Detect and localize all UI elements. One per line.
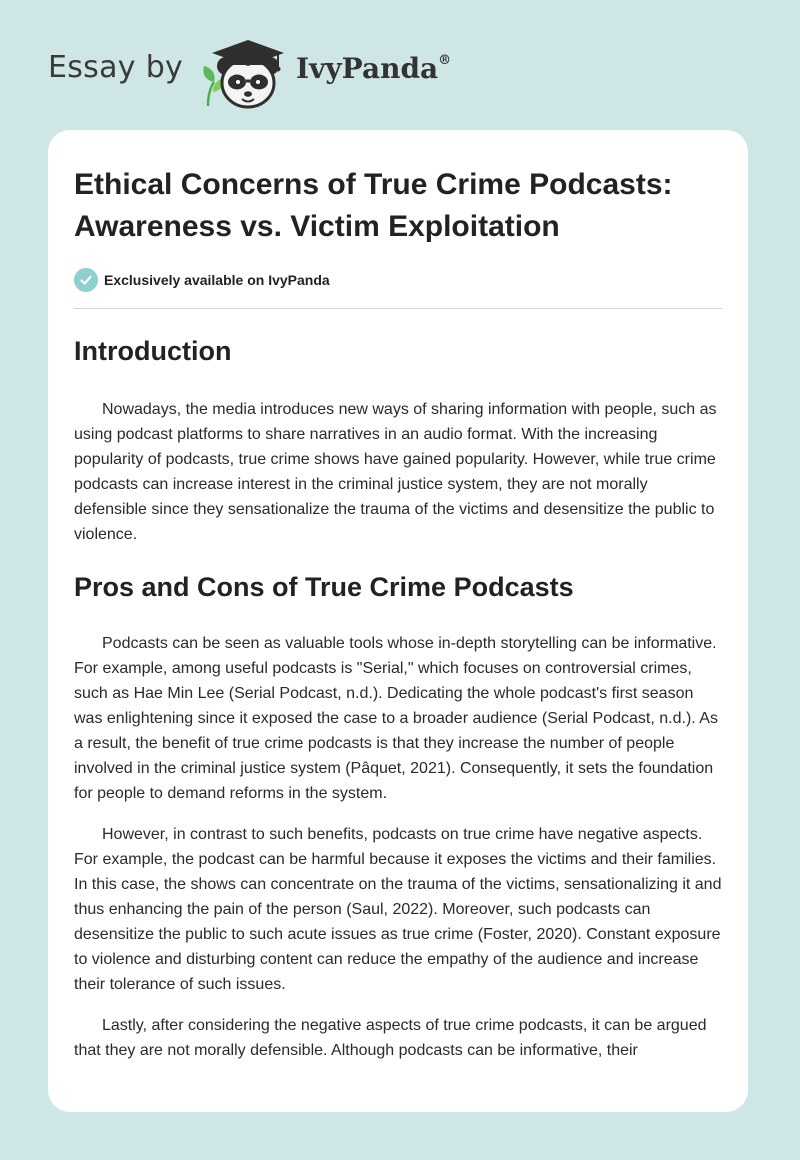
site-header [0,0,800,130]
essay-card [48,130,748,1112]
panda-logo-icon[interactable] [198,36,294,112]
registered-mark: ® [438,52,452,68]
paragraph: Nowadays, the media introduces new ways of sharing information with people, such as using podcast platforms to share narratives in an audio format. With the increasing popularity of podcasts, true crime shows have gained popularity. However, while true crime podcasts can increase interest in the criminal justice system, they are not morally defensible since they sensationalize the trauma of the victims and desensitize the public to violence. [74,401,717,543]
section-heading-introduction: Introduction [74,336,232,366]
essay-content [74,164,722,1063]
section-heading-pros-cons: Pros and Cons of True Crime Podcasts [74,572,574,602]
exclusive-badge [74,268,722,292]
badge-label: Exclusively available on IvyPanda [104,272,330,288]
divider [74,308,722,309]
paragraph: Podcasts can be seen as valuable tools whose in-depth storytelling can be informative. For example, among useful podcasts is "Serial," which focuses on controversial crimes, such as Hae Min Lee (Serial Podcast, n.d.). Dedicating the whole podcast's first season was enlightening since it exposed the case to a broader audience (Serial Podcast, n.d.). As a result, the benefit of true crime podcasts is that they increase the number of people involved in the criminal justice system (Pâquet, 2021). Consequently, it sets the foundation for people to demand reforms in the system. [74,635,718,802]
check-icon [74,268,98,292]
paragraph: However, in contrast to such benefits, podcasts on true crime have negative aspects. For example, the podcast can be harmful because it exposes the victims and their families. In this case, the shows can concentrate on the trauma of the victims, sensationalizing it and thus enhancing the pain of the person (Saul, 2022). Moreover, such podcasts can desensitize the public to such acute issues as true crime (Foster, 2020). Constant exposure to violence and disturbing content can reduce the empathy of the audience and increase their tolerance of such issues. [74,826,722,993]
brand-name[interactable] [296,52,451,85]
brand-prefix: Essay by [48,50,184,85]
brand-name-text: IvyPanda [296,52,439,85]
paragraph: Lastly, after considering the negative aspects of true crime podcasts, it can be argued that they are not morally defensible. Although podcasts can be informative, their [74,1017,707,1059]
page-title: Ethical Concerns of True Crime Podcasts: Awareness vs. Victim Exploitation [74,168,673,243]
